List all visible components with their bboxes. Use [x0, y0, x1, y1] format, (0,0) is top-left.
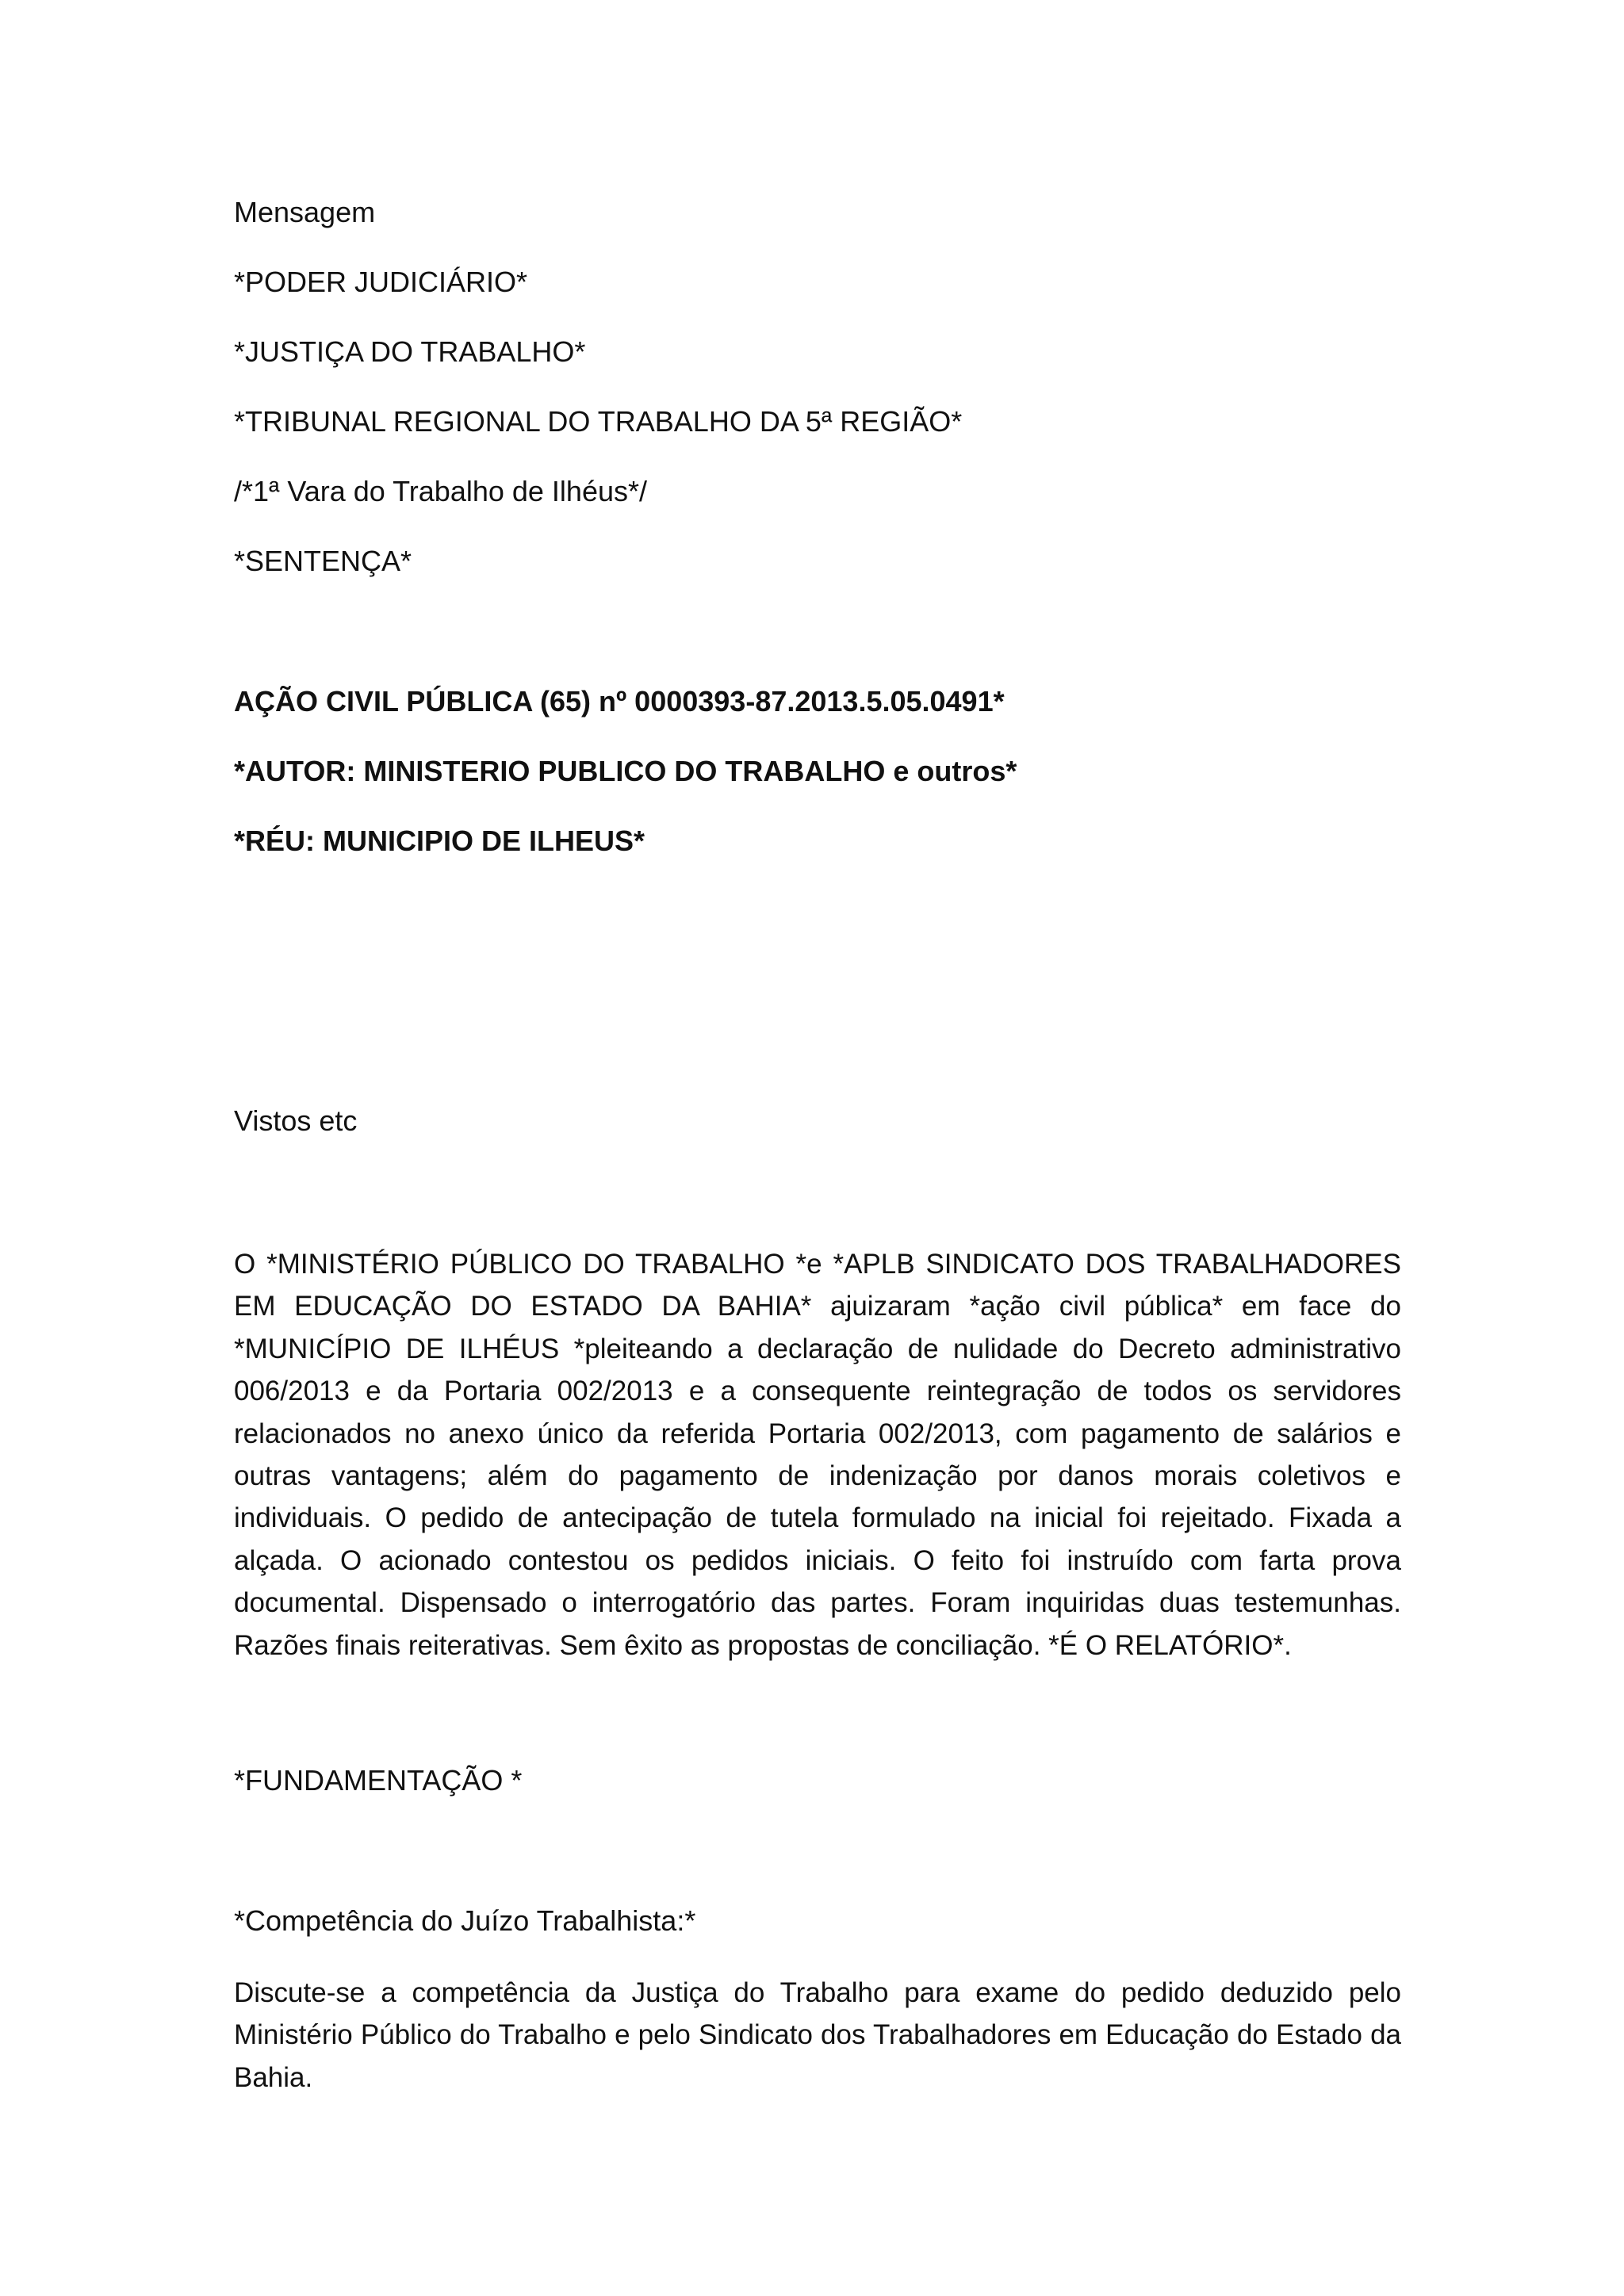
vistos-line: Vistos etc: [234, 1104, 358, 1137]
message-label: Mensagem: [234, 196, 376, 228]
court-power-heading: *PODER JUDICIÁRIO*: [234, 266, 528, 298]
report-paragraph: O *MINISTÉRIO PÚBLICO DO TRABALHO *e *APLB SINDICATO DOS TRABALHADORES EM EDUCAÇÃO DO ESTADO DA BAHIA* ajuizaram *ação civil pública* em face do *MUNICÍPIO DE ILHÉUS *pleiteando a declaração de nulidade do Decreto administrativo 006/2013 e da Portaria 002/2013 e a consequente reintegração de todos os servidores relacionados no anexo único da referida Portaria 002/2013, com pagamento de salários e outras vantagens; além do pagamento de indenização por danos morais coletivos e individuais. O pedido de antecipação de tutela formulado na inicial foi rejeitado. Fixada a alçada. O acionado contestou os pedidos iniciais. O feito foi instruído com farta prova documental. Dispensado o interrogatório das partes. Foram inquiridas duas testemunhas. Razões finais reiterativas. Sem êxito as propostas de conciliação. *É O RELATÓRIO*.: [234, 1249, 1401, 1661]
court-branch-heading: *JUSTIÇA DO TRABALHO*: [234, 335, 586, 368]
competence-paragraph: Discute-se a competência da Justiça do Trabalho para exame do pedido deduzido pelo Ministério Público do Trabalho e pelo Sindicato dos Trabalhadores em Educação do Estado da Bahia.: [234, 1977, 1401, 2093]
case-number: AÇÃO CIVIL PÚBLICA (65) nº 0000393-87.2013.5.05.0491*: [234, 685, 1005, 718]
vara-heading: /*1ª Vara do Trabalho de Ilhéus*/: [234, 475, 647, 507]
tribunal-heading: *TRIBUNAL REGIONAL DO TRABALHO DA 5ª REGIÃO*: [234, 405, 963, 438]
competence-heading: *Competência do Juízo Trabalhista:*: [234, 1904, 696, 1937]
fundamentacao-heading: *FUNDAMENTAÇÃO *: [234, 1764, 523, 1797]
sentence-heading: *SENTENÇA*: [234, 545, 412, 577]
case-defendant: *RÉU: MUNICIPIO DE ILHEUS*: [234, 825, 645, 857]
case-plaintiff: *AUTOR: MINISTERIO PUBLICO DO TRABALHO e outros*: [234, 755, 1017, 787]
